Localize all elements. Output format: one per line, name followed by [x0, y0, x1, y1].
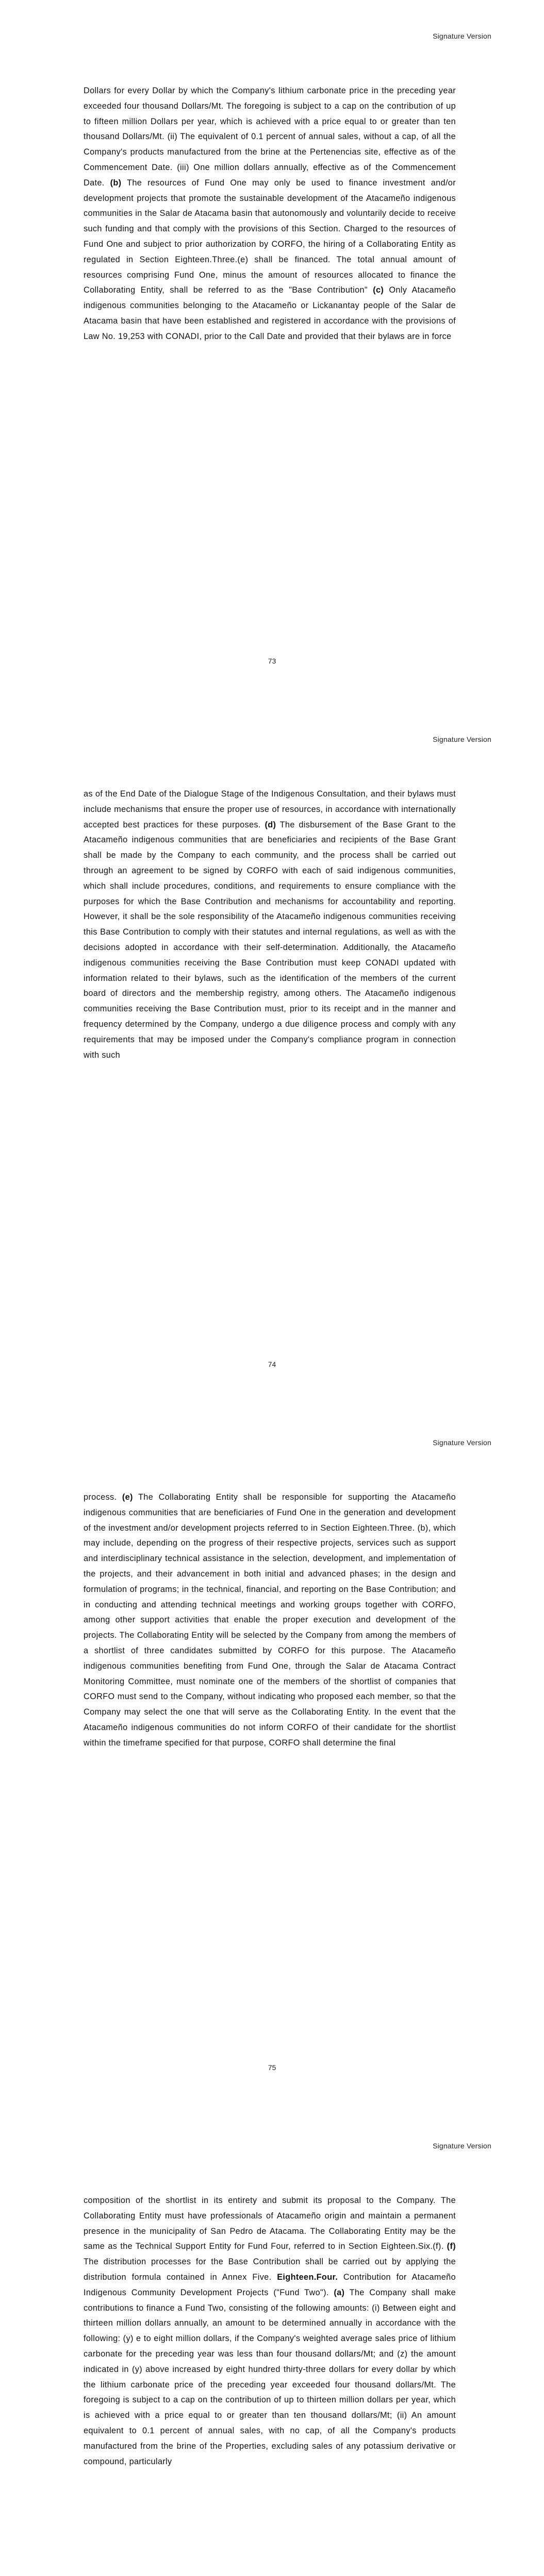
- signature-version-header: Signature Version: [433, 735, 491, 743]
- signature-version-header: Signature Version: [433, 2142, 491, 2150]
- bold-clause-marker: (d): [265, 820, 276, 829]
- text-run: Contribution for Atacameño Indigenous Community Development Projects ("Fund Two").: [84, 2272, 456, 2297]
- bold-clause-marker: (c): [373, 285, 384, 295]
- document-page: [0, 2110, 544, 2576]
- body-text: [84, 1490, 456, 1751]
- page-number: 75: [268, 2063, 276, 2072]
- document-page: [0, 0, 544, 703]
- bold-clause-marker: (a): [334, 2287, 345, 2297]
- body-text: [84, 787, 456, 1063]
- document-page: [0, 1406, 544, 2110]
- bold-clause-marker: (b): [110, 178, 122, 188]
- text-run: The Collaborating Entity shall be responsible for supporting the Atacameño indigenous communities that are beneficiaries of Fund One in the generation and development of the investment and/or development projects referred to in Section Eighteen.Three. (b), which may include, depending on the progress of their respective projects, services such as support and interdisciplinary technical assistance in the selection, development, and implementation of the projects, and their advancement in both initial and advanced phases; in the design and formulation of programs; in the technical, financial, and reporting on the Base Contribution; and in conducting and attending technical meetings and working groups together with CORFO, among other support activities that enable the proper execution and development of the projects. The Collaborating Entity will be selected by the Company from among the members of a shortlist of three candidates submitted by CORFO for this purpose. The Atacameño indigenous communities benefiting from Fund One, through the Salar de Atacama Contract Monitoring Committee, must nominate one of the members of the shortlist of companies that CORFO must send to the Company, without indicating who proposed each member, so that the Company may select the one that will serve as the Collaborating Entity. In the event that the Atacameño indigenous communities do not inform CORFO of their candidate for the shortlist within the timeframe specified for that purpose, CORFO shall determine the final: [84, 1493, 456, 1748]
- text-run: process.: [84, 1493, 122, 1502]
- text-run: Dollars for every Dollar by which the Company's lithium carbonate price in the preceding year exceeded four thousand Dollars/Mt. The foregoing is subject to a cap on the contribution of up to fifteen million Dollars per year, which is achieved with a price equal to or greater than ten thousand Dollars/Mt. (ii) The equivalent of 0.1 percent of annual sales, without a cap, of all the Company's products manufactured from the brine at the Pertenencias site, effective as of the Commencement Date. (iii) One million dollars annually, effective as of the Commencement Date.: [84, 86, 456, 188]
- text-run: as of the End Date of the Dialogue Stage of the Indigenous Consultation, and their bylaws must include mechanisms that ensure the proper use of resources, in accordance with internationally accepted best practices for these purposes.: [84, 789, 456, 829]
- text-run: The resources of Fund One may only be used to finance investment and/or development projects that promote the sustainable development of the Atacameño indigenous communities in the Salar de Atacama basin that autonomously and voluntarily decide to receive such funding and that comply with the provisions of this Section. Charged to the resources of Fund One and subject to prior authorization by CORFO, the hiring of a Collaborating Entity as regulated in Section Eighteen.Three.(e) shall be financed. The total annual amount of resources comprising Fund One, minus the amount of resources allocated to finance the Collaborating Entity, shall be referred to as the "Base Contribution": [84, 178, 456, 295]
- text-run: Only Atacameño indigenous communities belonging to the Atacameño or Lickanantay people of the Salar de Atacama basin that have been established and registered in accordance with the provisions of Law No. 19,253 with CONADI, prior to the Call Date and provided that their bylaws are in force: [84, 285, 456, 341]
- text-run: The Company shall make contributions to finance a Fund Two, consisting of the following amounts: (i) Between eight and thirteen million dollars annually, an amount to be determined annually in accordance with the following: (y) e to eight million dollars, if the Company's weighted average sales price of lithium carbonate for the preceding year was less than four thousand dollars/Mt; and (z) the amount indicated in (y) above increased by eight hundred thirty-three dollars for every dollar by which the lithium carbonate price of the preceding year exceeded four thousand dollars/Mt. The foregoing is subject to a cap on the contribution of up to thirteen million dollars per year, which is achieved with a price equal to or greater than ten thousand dollars/Mt; (ii) An amount equivalent to 0.1 percent of annual sales, with no cap, of all the Company's products manufactured from the brine of the Properties, excluding sales of any potassium derivative or compound, particularly: [84, 2287, 456, 2466]
- bold-clause-marker: Eighteen.Four.: [277, 2272, 338, 2282]
- page-number: 74: [268, 1360, 276, 1368]
- text-run: The distribution processes for the Base Contribution shall be carried out by applying the distribution formula contained in Annex Five.: [84, 2257, 456, 2282]
- text-run: composition of the shortlist in its entirety and submit its proposal to the Company. The Collaborating Entity must have professionals of Atacameño origin and maintain a permanent presence in the municipality of San Pedro de Atacama. The Collaborating Entity may be the same as the Technical Support Entity for Fund Four, referred to in Section Eighteen.Six.(f).: [84, 2196, 456, 2251]
- signature-version-header: Signature Version: [433, 1438, 491, 1447]
- document-page: [0, 703, 544, 1406]
- body-text: [84, 2193, 456, 2469]
- bold-clause-marker: (f): [447, 2242, 456, 2251]
- text-run: The disbursement of the Base Grant to the Atacameño indigenous communities that are beneficiaries and recipients of the Base Grant shall be made by the Company to each community, and the process shall be carried out through an agreement to be signed by CORFO with each of said indigenous communities, which shall include procedures, conditions, and requirements to ensure compliance with the purposes for which the Base Contribution and mechanisms for accountability and reporting. However, it shall be the sole responsibility of the Atacameño indigenous communities receiving this Base Contribution to comply with their statutes and internal regulations, as well as with the decisions adopted in accordance with their self-determination. Additionally, the Atacameño indigenous communities receiving the Base Contribution must keep CONADI updated with information related to their bylaws, such as the identification of the members of the current board of directors and the membership registry, among others. The Atacameño indigenous communities receiving the Base Contribution must, prior to its receipt and in the manner and frequency determined by the Company, undergo a due diligence process and comply with any requirements that may be imposed under the Company's compliance program in connection with such: [84, 820, 456, 1060]
- signature-version-header: Signature Version: [433, 32, 491, 40]
- bold-clause-marker: (e): [122, 1493, 133, 1502]
- page-number: 73: [268, 657, 276, 665]
- body-text: [84, 83, 456, 345]
